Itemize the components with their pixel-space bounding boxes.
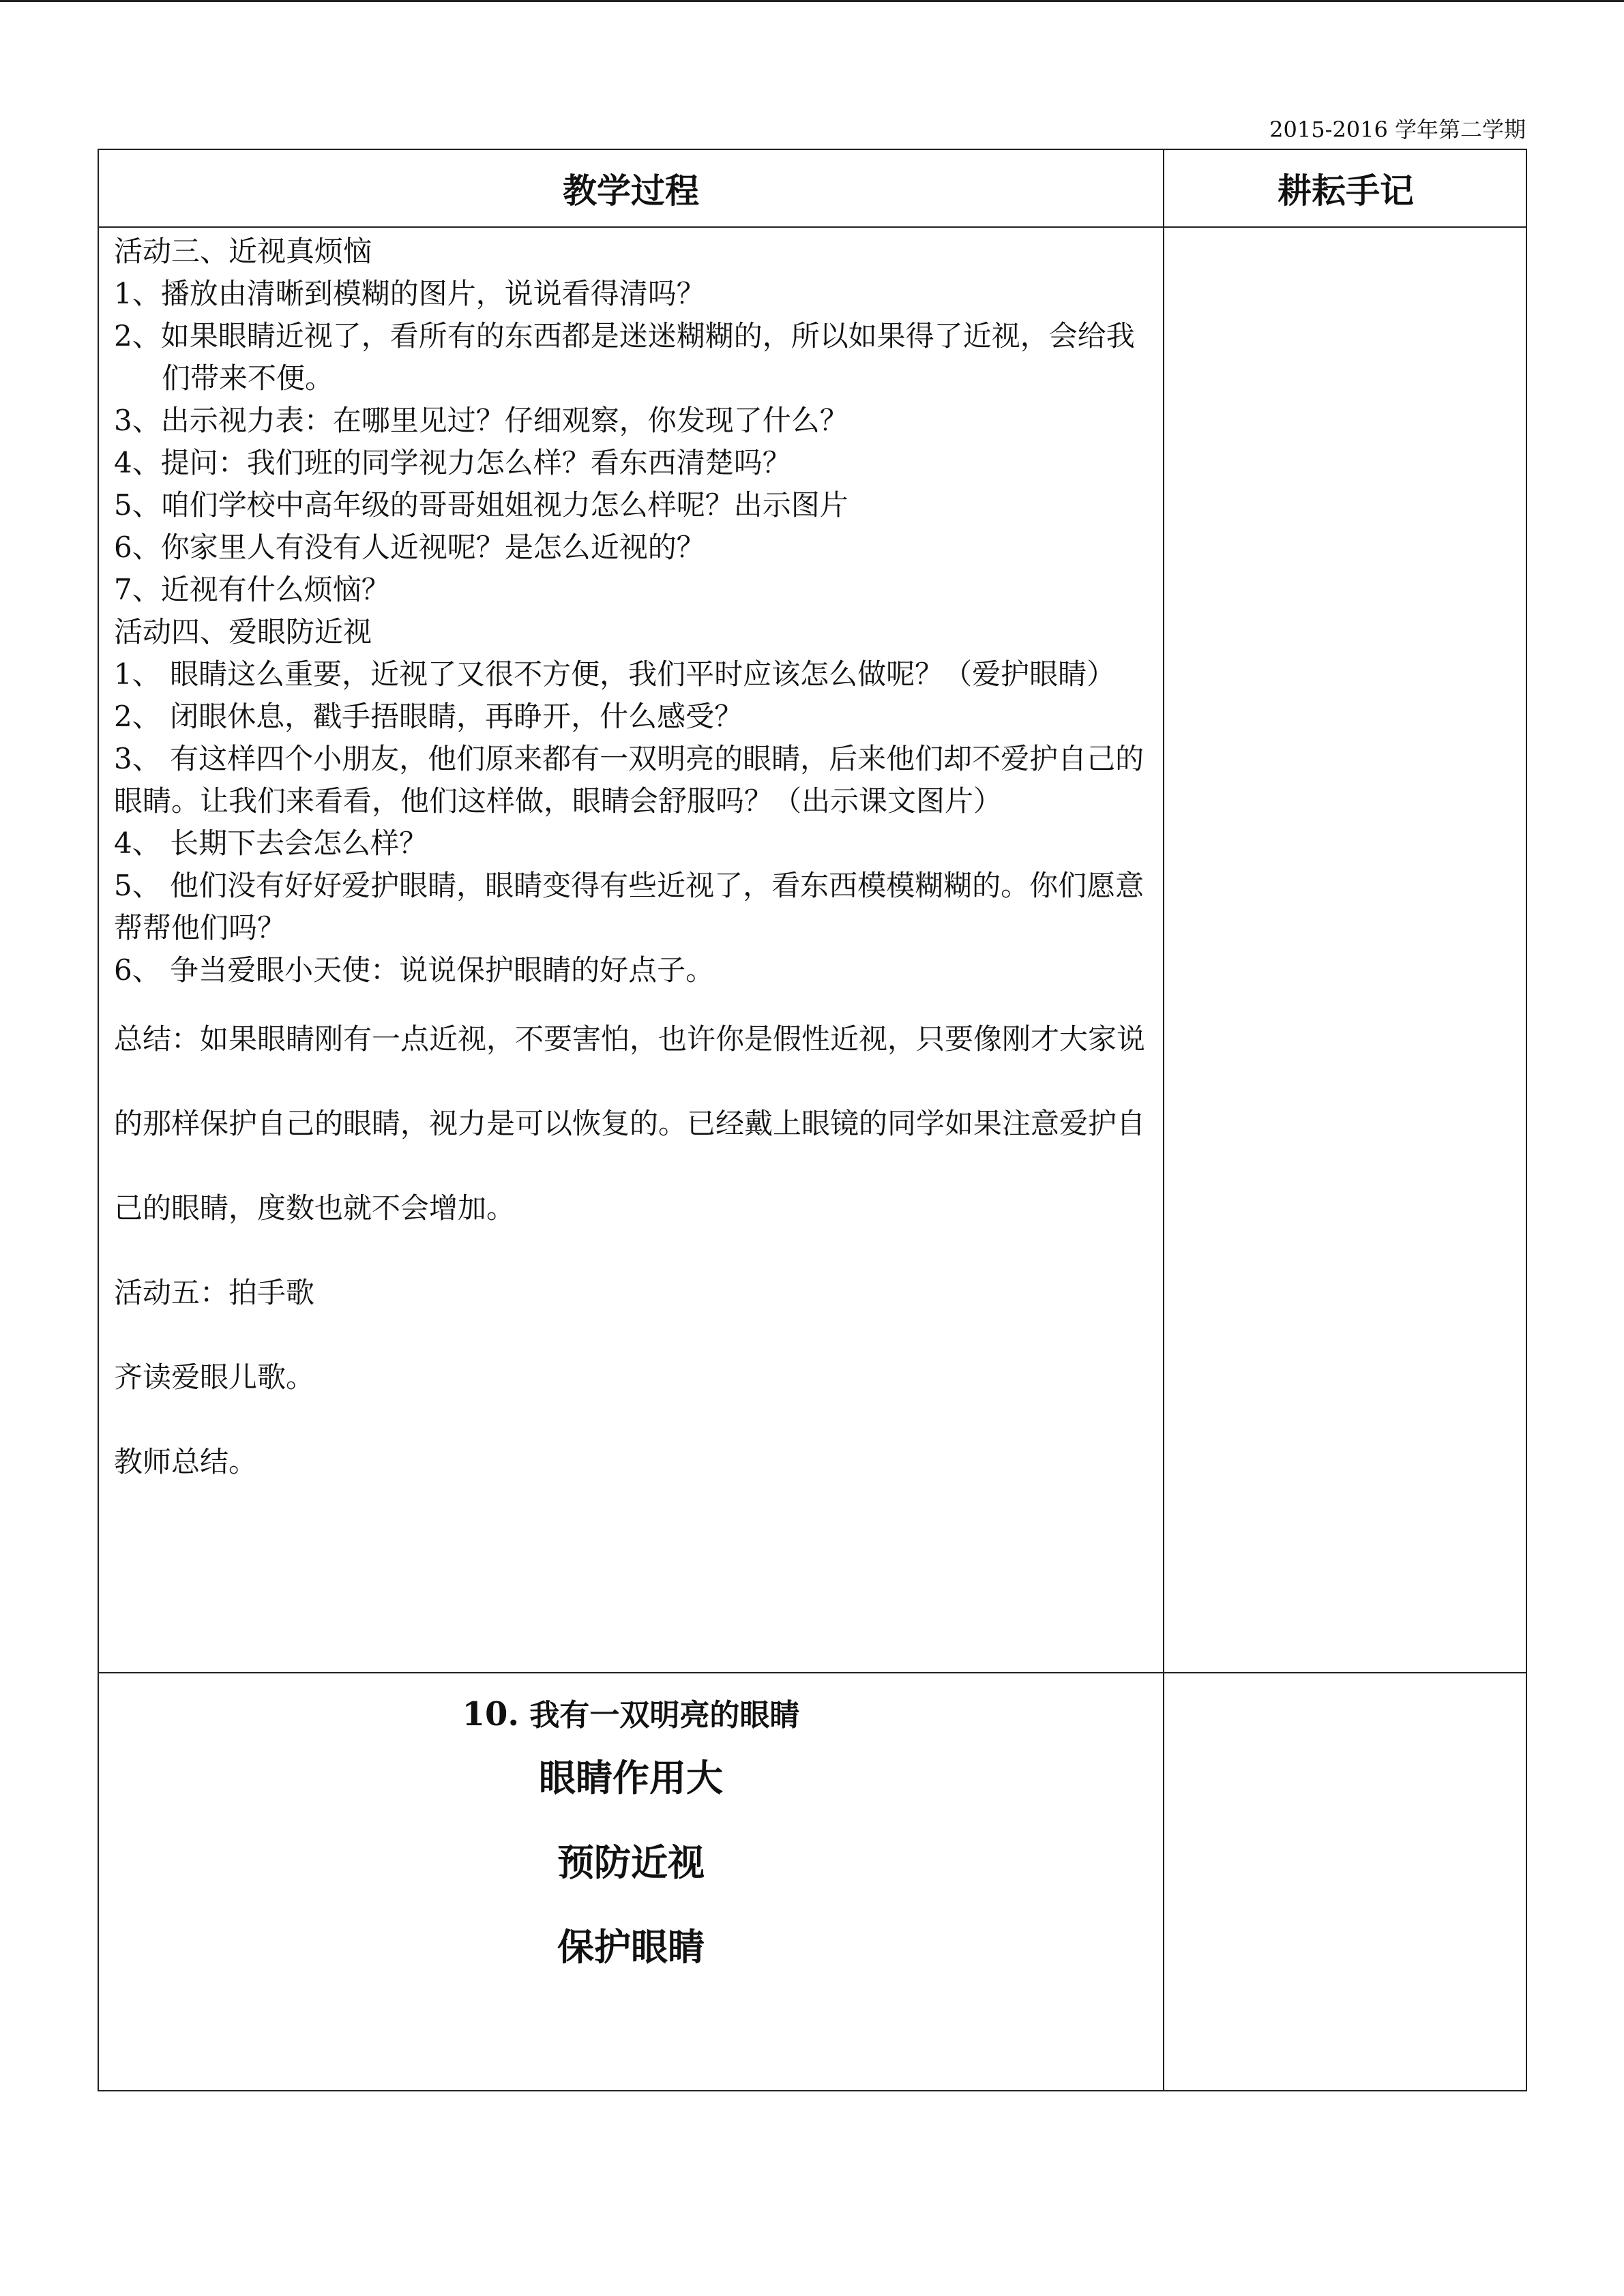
blackboard-row-divider [99,1672,1526,1673]
top-border-line [0,0,1624,2]
summary-paragraph: 总结：如果眼睛刚有一点近视，不要害怕，也许你是假性近视，只要像刚才大家说的那样保护自己的眼睛，视力是可以恢复的。已经戴上眼镜的同学如果注意爱护自己的眼睛，度数也就不会增加。 [114,1022,1146,1225]
process-step: 6、你家里人有没有人近视呢？是怎么近视的？ [114,531,705,564]
activity-5-heading: 活动五：拍手歌 [114,1276,315,1309]
activity-5-step: 教师总结。 [114,1445,258,1478]
teaching-process-cell [114,230,1157,1504]
board-point: 眼睛作用大 [539,1757,723,1800]
process-step: 3、出示视力表：在哪里见过？仔细观察，你发现了什么？ [114,404,848,437]
column-header-process: 教学过程 [563,171,699,211]
column-divider [1163,150,1164,2090]
process-step: 1、播放由清晰到模糊的图片，说说看得清吗？ [114,277,705,310]
process-step: 7、近视有什么烦恼？ [114,573,390,606]
activity-4-heading: 活动四、爱眼防近视 [114,615,372,648]
process-step: 1、 眼睛这么重要，近视了又很不方便，我们平时应该怎么做呢？（爱护眼睛） [114,657,1116,691]
column-header-notes: 耕耘手记 [1278,171,1414,211]
header-row-divider [99,226,1526,228]
process-step: 5、 他们没有好好爱护眼睛，眼睛变得有些近视了，看东西模模糊糊的。你们愿意帮帮他们吗？ [114,869,1145,944]
activity-5-step: 齐读爱眼儿歌。 [114,1360,315,1394]
lesson-number: 10. [462,1695,520,1733]
semester-label: 2015-2016 学年第二学期 [1269,117,1526,143]
process-step: 3、 有这样四个小朋友，他们原来都有一双明亮的眼睛，后来他们却不爱护自己的眼睛。让我们来看看，他们这样做，眼睛会舒服吗？（出示课文图片） [114,742,1145,818]
process-step: 4、 长期下去会怎么样？ [114,826,428,860]
blackboard-design [99,1694,1163,1990]
activity-3-heading: 活动三、近视真烦恼 [114,235,372,268]
board-point: 预防近视 [557,1841,705,1884]
lesson-plan-table [98,149,1527,2091]
lesson-name: 我有一双明亮的眼睛 [529,1698,800,1733]
process-step: 6、 争当爱眼小天使：说说保护眼睛的好点子。 [114,953,715,987]
board-point: 保护眼睛 [557,1926,705,1969]
process-step: 4、提问：我们班的同学视力怎么样？看东西清楚吗？ [114,446,791,479]
process-step: 2、 闭眼休息，戳手捂眼睛，再睁开，什么感受？ [114,700,743,733]
process-step: 2、如果眼睛近视了，看所有的东西都是迷迷糊糊的，所以如果得了近视，会给我们带来不便。 [114,319,1135,395]
lesson-title [99,1694,1163,1736]
process-step: 5、咱们学校中高年级的哥哥姐姐视力怎么样呢？出示图片 [114,488,848,522]
